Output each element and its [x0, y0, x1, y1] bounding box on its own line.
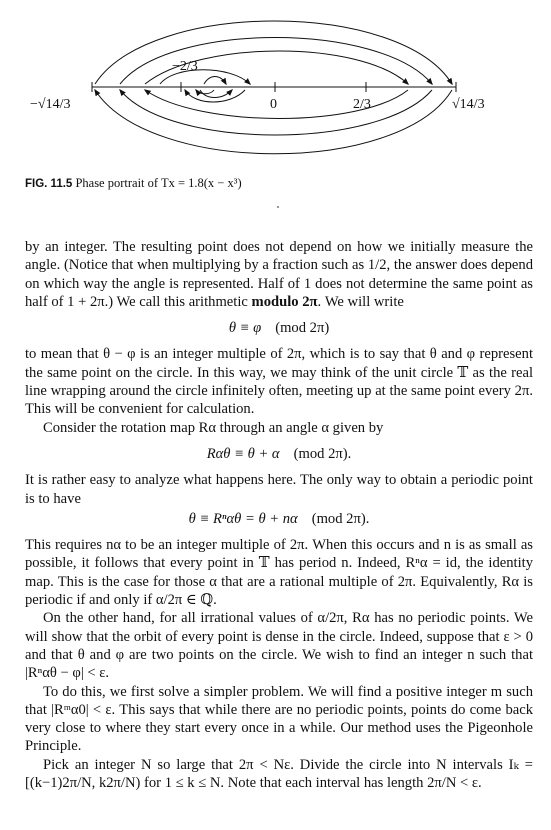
label-zero: 0 [270, 97, 277, 112]
paragraph-1-text: by an integer. The resulting point does not depend on how we initially measure the angle. (Notice that when multiplying by a fraction such as 1/2, the answer does depend on which way the angle is represented. Half of 1 does not determine the same point as half of 1 + 2π.) We call this arithmetic [25, 239, 533, 310]
orbit-arc-mid-top [120, 38, 432, 85]
orbit-arc-tiny-bottom [196, 90, 214, 94]
paragraph-1 [25, 238, 533, 311]
equation-3 [25, 510, 533, 528]
equation-1-lhs: θ ≡ φ [228, 320, 262, 337]
orbit-arc-tiny-top [204, 77, 226, 85]
modulo-term: modulo 2π [251, 293, 318, 310]
caption-text: Phase portrait of Tx = 1.8(x − x³) [75, 176, 242, 190]
label-pos-sqrt: √14/3 [452, 97, 485, 112]
paragraph-4: It is rather easy to analyze what happens here. The only way to obtain a periodic point is to have [25, 472, 533, 507]
label-neg-sqrt: −√14/3 [30, 97, 71, 112]
paragraph-1-end: . We will write [317, 293, 404, 310]
orbit-arc-small-bottom-1 [185, 90, 245, 102]
label-pos-two-thirds: 2/3 [353, 97, 371, 112]
equation-3-lhs: θ ≡ Rⁿαθ = θ + nα [188, 510, 298, 527]
equation-1-mod: (mod 2π) [275, 320, 330, 337]
phase-portrait-diagram [0, 0, 551, 175]
phase-portrait-figure [0, 0, 551, 175]
paragraph-6: On the other hand, for all irrational values of α/2π, Rα has no periodic points. We will show that the orbit of every point is dense in the circle. Indeed, suppose that ε > 0 and that θ and φ are two points on the circle. We wish to find an integer n such that |Rⁿαθ − φ| < ε. [25, 610, 533, 682]
equation-2-lhs: Rαθ ≡ θ + α [206, 445, 280, 462]
paragraph-8: Pick an integer N so large that 2π < Nε. Divide the circle into N intervals Iₖ = [(k−1)2π/N, k2π/N) for 1 ≤ k ≤ N. Note that each interval has length 2π/N < ε. [25, 756, 533, 792]
caption-label: FIG. 11.5 [25, 178, 73, 190]
paragraph-7: To do this, we first solve a simpler problem. We will find a positive integer m such that |Rᵐα0| < ε. This says that while there are no periodic points, points do come back very close to where they start every once in a while. Our method uses the Pigeonhole Principle. [25, 683, 533, 755]
orbit-arc-outer-top [95, 21, 452, 84]
figure-caption [25, 176, 242, 191]
equation-3-mod: (mod 2π). [311, 510, 370, 527]
paragraph-5: This requires nα to be an integer multiple of 2π. When this occurs and n is as small as possible, it follows that every point in 𝕋 has period n. Indeed, Rⁿα = id, the identity map. This is the case for those α that are a rational multiple of 2π. Equivalently, Rα is periodic if and only if α/2π ∈ ℚ. [25, 537, 533, 609]
body-text [25, 238, 533, 792]
paragraph-2: to mean that θ − φ is an integer multiple of 2π, which is to say that θ and φ represent the same point on the circle. In this way, we may think of the unit circle 𝕋 as the real line wrapping around the circle infinitely often, meeting up at the same point every 2π. This will be convenient for calculation. [25, 346, 533, 418]
label-neg-two-thirds: −2/3 [172, 59, 198, 74]
paragraph-3: Consider the rotation map Rα through an angle α given by [43, 419, 384, 436]
equation-2 [25, 445, 533, 463]
equation-1 [25, 319, 533, 337]
equation-2-mod: (mod 2π). [293, 445, 352, 462]
stray-dot [277, 206, 279, 208]
